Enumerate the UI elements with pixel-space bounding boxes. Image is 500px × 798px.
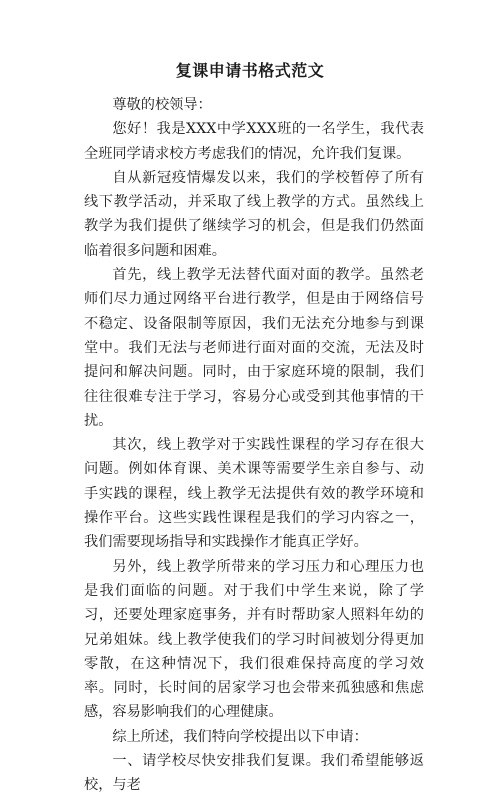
salutation: 尊敬的校领导： [112, 97, 212, 113]
document-body [84, 93, 424, 798]
paragraph-first-reason: 首先，线上教学无法替代面对面的教学。虽然老师们尽力通过网络平台进行教学，但是由于网络信号不稳定、设备限制等原因，我们无法充分地参与到课堂中。我们无法与老师进行面对面的交流，无法及时提问和解决问题。同时，由于家庭环境的限制，我们往往很难专注于学习，容易分心或受到其他事情的干扰。 [84, 267, 424, 429]
paragraph-summary: 综上所述，我们特向学校提出以下申请： [112, 728, 368, 745]
paragraph-greeting: 您好！我是XXX中学XXX班的一名学生，我代表全班同学请求校方考虑我们的情况，允许我们复课。 [84, 121, 424, 162]
paragraph-third-reason: 另外，线上教学所带来的学习压力和心理压力也是我们面临的问题。对于我们中学生来说，除了学习，还要处理家庭事务，并有时帮助家人照料年幼的兄弟姐妹。线上教学使我们的学习时间被划分得更加零散，在这种情况下，我们很难保持高度的学习效率。同时，长时间的居家学习也会带来孤独感和焦虑感，容易影响我们的心理健康。 [84, 558, 424, 721]
paragraph-request-one: 一、请学校尽快安排我们复课。我们希望能够返校，与老 [84, 753, 424, 794]
document-title: 复课申请书格式范文 [175, 61, 325, 80]
paragraph-background: 自从新冠疫情爆发以来，我们的学校暂停了所有线下教学活动，并采取了线上教学的方式。虽然线上教学为我们提供了继续学习的机会，但是我们仍然面临着很多问题和困难。 [84, 169, 424, 259]
paragraph-second-reason: 其次，线上教学对于实践性课程的学习存在很大问题。例如体育课、美术课等需要学生亲自参与、动手实践的课程，线上教学无法提供有效的教学环境和操作平台。这些实践性课程是我们的学习内容之一，我们需要现场指导和实践操作才能真正学好。 [84, 437, 424, 551]
